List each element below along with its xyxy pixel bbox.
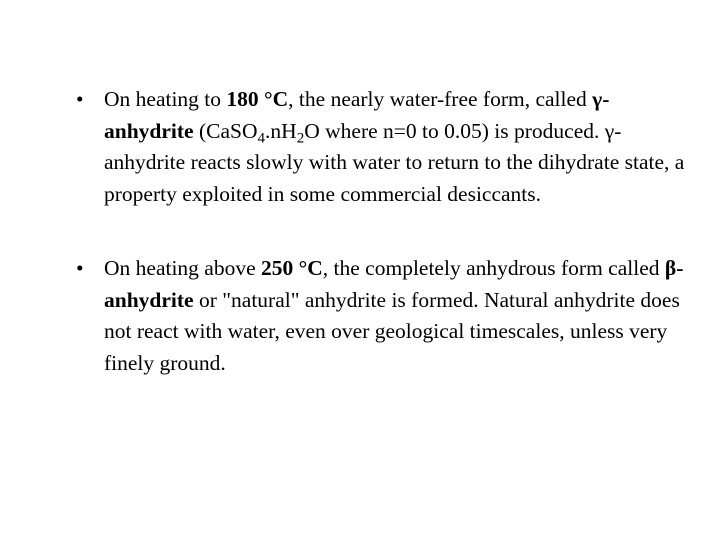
subscript-text: 2 — [296, 130, 305, 146]
bullet-text — [104, 253, 696, 379]
bold-text: 180 °C — [226, 87, 289, 111]
bold-text: 250 °C — [261, 256, 323, 280]
bullet-dot-icon: • — [76, 256, 84, 280]
text-run: On heating above — [104, 256, 262, 280]
bullet-dot-icon: • — [76, 87, 84, 111]
bullet-text — [104, 84, 696, 210]
text-run: , the completely anhydrous form called — [322, 256, 665, 280]
bullet-item-beta-anhydrite — [76, 253, 696, 379]
bold-text: γ-anhydrite — [104, 87, 610, 143]
text-run: .nH — [265, 118, 297, 143]
text-run: On heating to — [104, 87, 227, 111]
text-run: O where n=0 to 0.05) is produced. γ-anhydrite reacts slowly with water to return to the dihydrate state, a property exploited in some commercial desiccants. — [104, 118, 685, 206]
text-run: or "natural" anhydrite is formed. Natural anhydrite does not react with water, even over geological timescales, unless very finely ground. — [104, 287, 680, 375]
bullet-item-gamma-anhydrite — [76, 84, 696, 210]
text-run: , the nearly water-free form, called — [288, 87, 593, 111]
bold-text: β-anhydrite — [104, 256, 684, 312]
subscript-text: 4 — [257, 130, 266, 146]
text-run: (CaSO — [193, 118, 258, 143]
